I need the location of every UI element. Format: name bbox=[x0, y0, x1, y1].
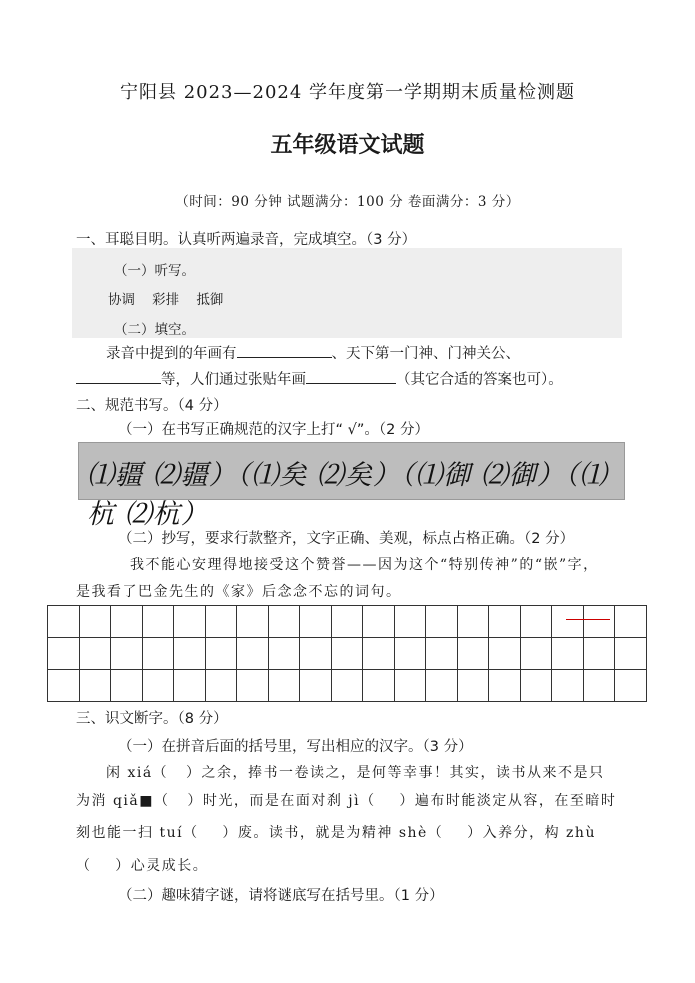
pinyin-paragraph-line-3: 刻也能一扫 tuí（ ）废。读书，就是为精神 shè（ ）入养分，构 zhù bbox=[76, 825, 596, 841]
grid-cell[interactable] bbox=[48, 606, 80, 638]
grid-cell[interactable] bbox=[174, 670, 206, 702]
grid-row bbox=[48, 638, 647, 670]
grid-cell[interactable] bbox=[583, 638, 615, 670]
exam-header-title: 宁阳县 2023—2024 学年度第一学期期末质量检测题 bbox=[119, 82, 576, 103]
grid-row bbox=[48, 606, 647, 638]
answer-blank-1[interactable] bbox=[237, 343, 332, 358]
pinyin-paragraph-line-1: 闲 xiá（ ）之余，捧书一卷读之，是何等幸事！其实，读书从来不是只 bbox=[106, 765, 605, 781]
grid-cell[interactable] bbox=[615, 670, 647, 702]
grid-cell[interactable] bbox=[111, 670, 143, 702]
grid-cell[interactable] bbox=[394, 638, 426, 670]
grid-cell[interactable] bbox=[205, 606, 237, 638]
grid-cell[interactable] bbox=[268, 670, 300, 702]
handwriting-sample-image bbox=[78, 442, 625, 530]
grid-cell[interactable] bbox=[615, 638, 647, 670]
grid-cell[interactable] bbox=[48, 638, 80, 670]
grid-cell[interactable] bbox=[79, 638, 111, 670]
fill-line-1-text-b: 、天下第一门神、门神关公、 bbox=[331, 346, 520, 362]
grid-cell[interactable] bbox=[142, 670, 174, 702]
grid-cell[interactable] bbox=[520, 606, 552, 638]
copy-text-line-2: 是我看了巴金先生的《家》后念念不忘的词句。 bbox=[76, 584, 402, 600]
section1-heading: 一、耳聪目明。认真听两遍录音，完成填空。（3 分） bbox=[76, 232, 417, 248]
grid-cell[interactable] bbox=[552, 606, 584, 638]
grid-cell[interactable] bbox=[331, 670, 363, 702]
copy-text-line-1: 我不能心安理得地接受这个赞誉——因为这个“特别传神”的“嵌”字， bbox=[130, 557, 599, 573]
fill-line-2 bbox=[76, 368, 563, 389]
grid-cell[interactable] bbox=[457, 606, 489, 638]
grid-cell[interactable] bbox=[363, 638, 395, 670]
pinyin-paragraph-line-4: （ ）心灵成长。 bbox=[76, 858, 209, 874]
grid-cell[interactable] bbox=[300, 606, 332, 638]
grid-cell[interactable] bbox=[79, 670, 111, 702]
grid-cell[interactable] bbox=[111, 638, 143, 670]
grid-cell[interactable] bbox=[48, 670, 80, 702]
fill-line-2-text-b: （其它合适的答案也可）。 bbox=[396, 372, 563, 388]
section1-part1-label: （一）听写。 bbox=[114, 263, 195, 279]
grid-cell[interactable] bbox=[111, 606, 143, 638]
grid-cell[interactable] bbox=[457, 638, 489, 670]
fill-line-2-text-a: 等，人们通过张贴年画 bbox=[161, 372, 306, 388]
section2-part1-label: （一）在书写正确规范的汉字上打“ √”。（2 分） bbox=[118, 422, 429, 438]
grid-cell[interactable] bbox=[237, 638, 269, 670]
section1-part2-label: （二）填空。 bbox=[114, 322, 195, 338]
section3-heading: 三、识文断字。（8 分） bbox=[76, 711, 228, 727]
grid-cell[interactable] bbox=[552, 670, 584, 702]
exam-main-title: 五年级语文试题 bbox=[270, 133, 425, 158]
grid-cell[interactable] bbox=[426, 606, 458, 638]
answer-blank-3[interactable] bbox=[306, 369, 396, 384]
grid-cell[interactable] bbox=[520, 670, 552, 702]
grid-row bbox=[48, 670, 647, 702]
grid-cell[interactable] bbox=[394, 670, 426, 702]
grid-cell[interactable] bbox=[237, 606, 269, 638]
grid-cell[interactable] bbox=[489, 606, 521, 638]
grid-cell[interactable] bbox=[331, 638, 363, 670]
grid-cell[interactable] bbox=[583, 606, 615, 638]
section2-part2-label: （二）抄写，要求行款整齐，文字正确、美观，标点占格正确。（2 分） bbox=[118, 531, 575, 547]
grid-cell[interactable] bbox=[268, 638, 300, 670]
grid-cell[interactable] bbox=[174, 638, 206, 670]
grid-cell[interactable] bbox=[331, 606, 363, 638]
grid-dash-mark bbox=[566, 619, 610, 620]
grid-cell[interactable] bbox=[174, 606, 206, 638]
fill-line-1 bbox=[106, 342, 520, 363]
grid-cell[interactable] bbox=[79, 606, 111, 638]
grid-cell[interactable] bbox=[615, 606, 647, 638]
grid-cell[interactable] bbox=[583, 670, 615, 702]
grid-cell[interactable] bbox=[237, 670, 269, 702]
grid-cell[interactable] bbox=[363, 670, 395, 702]
grid-cell[interactable] bbox=[426, 670, 458, 702]
grid-cell[interactable] bbox=[300, 638, 332, 670]
grid-cell[interactable] bbox=[142, 606, 174, 638]
grid-cell[interactable] bbox=[426, 638, 458, 670]
grid-cell[interactable] bbox=[520, 638, 552, 670]
grid-cell[interactable] bbox=[489, 670, 521, 702]
pinyin-paragraph-line-2: 为消 qiǎ■（ ）时光，而是在面对刹 jì（ ）遍布时能淡定从容，在至暗时 bbox=[76, 793, 617, 809]
handwriting-characters: ⑴疆 ⑵疆）（⑴矣 ⑵矣）（⑴御 ⑵御）（⑴杭 ⑵杭） bbox=[87, 460, 608, 530]
grid-cell[interactable] bbox=[363, 606, 395, 638]
exam-info: （时间：90 分钟 试题满分：100 分 卷面满分：3 分） bbox=[175, 194, 520, 210]
grid-cell[interactable] bbox=[205, 670, 237, 702]
grid-cell[interactable] bbox=[489, 638, 521, 670]
section1-dictation-words: 协调 彩排 抵御 bbox=[108, 292, 224, 308]
fill-line-1-text-a: 录音中提到的年画有 bbox=[106, 346, 237, 362]
grid-cell[interactable] bbox=[268, 606, 300, 638]
grid-cell[interactable] bbox=[552, 638, 584, 670]
section3-part2-label: （二）趣味猜字谜，请将谜底写在括号里。（1 分） bbox=[118, 888, 444, 904]
answer-blank-2[interactable] bbox=[76, 369, 161, 384]
grid-cell[interactable] bbox=[142, 638, 174, 670]
writing-grid[interactable] bbox=[47, 605, 647, 702]
section2-heading: 二、规范书写。（4 分） bbox=[76, 398, 228, 414]
grid-cell[interactable] bbox=[394, 606, 426, 638]
grid-cell[interactable] bbox=[457, 670, 489, 702]
grid-cell[interactable] bbox=[300, 670, 332, 702]
grid-cell[interactable] bbox=[205, 638, 237, 670]
section3-part1-label: （一）在拼音后面的括号里，写出相应的汉字。（3 分） bbox=[118, 739, 473, 755]
